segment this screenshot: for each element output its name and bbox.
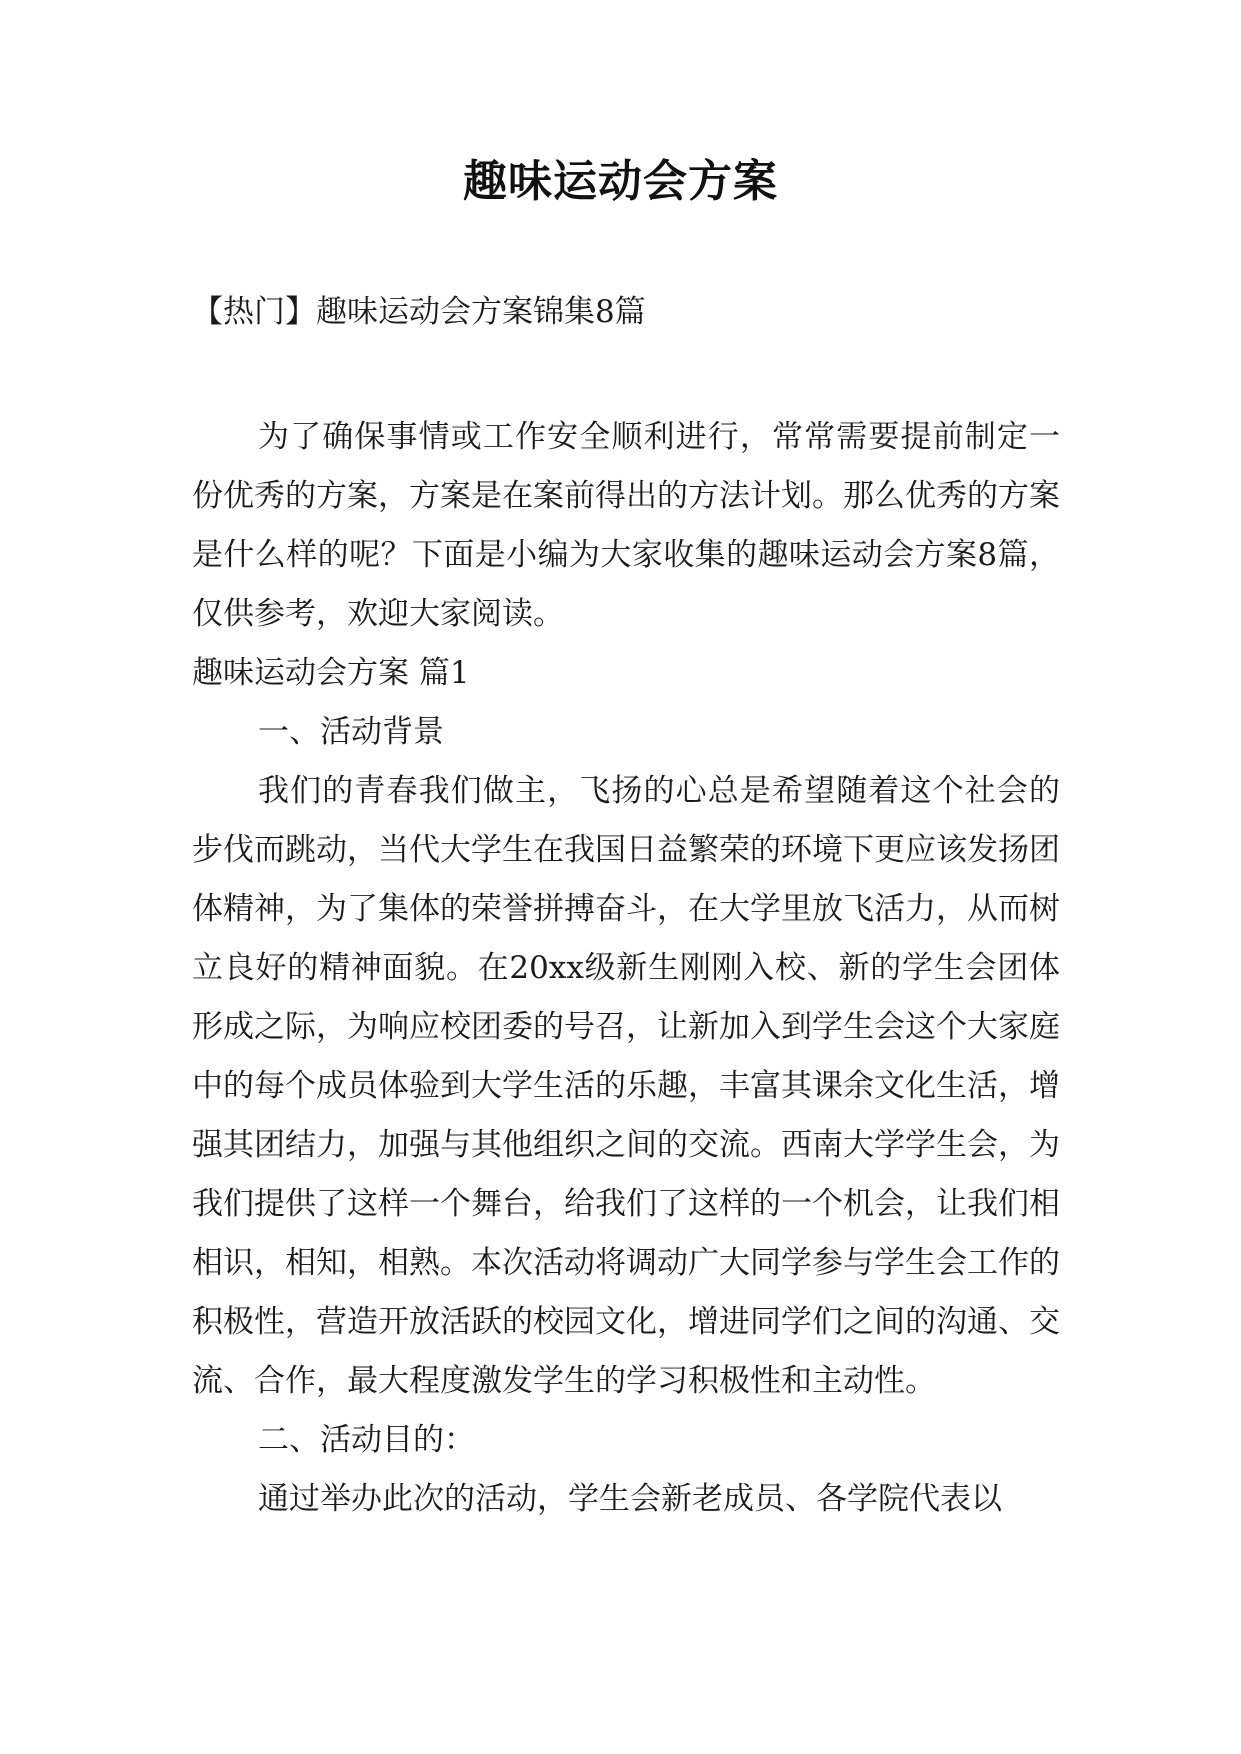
section2-heading: 二、活动目的： <box>258 1422 475 1458</box>
intro-paragraph: 为了确保事情或工作安全顺利进行，常常需要提前制定一份优秀的方案，方案是在案前得出的方法计划。那么优秀的方案是什么样的呢？下面是小编为大家收集的趣味运动会方案8篇，仅供参考，欢迎大家阅读。 <box>192 419 1060 632</box>
document-body <box>192 408 1060 1529</box>
document-title: 趣味运动会方案 <box>463 156 778 207</box>
document-subtitle: 【热门】趣味运动会方案锦集8篇 <box>192 294 646 330</box>
part-heading: 趣味运动会方案 篇1 <box>192 655 470 691</box>
section2-paragraph: 通过举办此次的活动，学生会新老成员、各学院代表以 <box>258 1481 1002 1517</box>
section1-paragraph: 我们的青春我们做主，飞扬的心总是希望随着这个社会的步伐而跳动，当代大学生在我国日益繁荣的环境下更应该发扬团体精神，为了集体的荣誉拼搏奋斗，在大学里放飞活力，从而树立良好的精神面貌。在20xx级新生刚刚入校、新的学生会团体形成之际，为响应校团委的号召，让新加入到学生会这个大家庭中的每个成员体验到大学生活的乐趣，丰富其课余文化生活，增强其团结力，加强与其他组织之间的交流。西南大学学生会，为我们提供了这样一个舞台，给我们了这样的一个机会，让我们相相识，相知，相熟。本次活动将调动广大同学参与学生会工作的积极性，营造开放活跃的校园文化，增进同学们之间的沟通、交流、合作，最大程度激发学生的学习积极性和主动性。 <box>192 773 1060 1399</box>
section1-heading: 一、活动背景 <box>258 714 444 750</box>
